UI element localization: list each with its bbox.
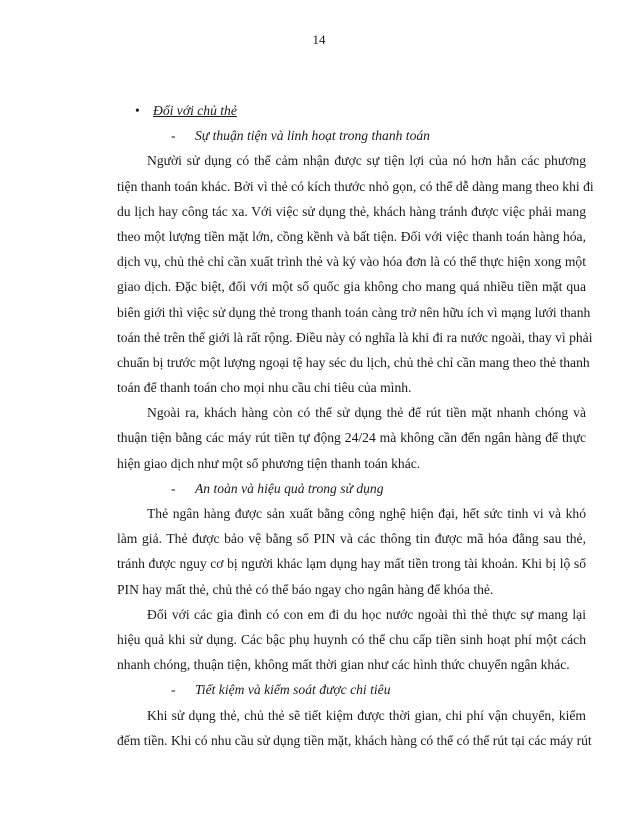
paragraph-line: tiện thanh toán khác. Bởi vì thẻ có kích thước nhỏ gọn, có thể dễ dàng mang theo khi đi — [117, 178, 594, 194]
dash-icon: - — [171, 128, 176, 144]
paragraph-line: du lịch hay công tác xa. Với việc sử dụng thẻ, khách hàng tránh được việc phải mang — [117, 203, 586, 219]
bullet-icon: • — [135, 103, 140, 118]
page-body — [117, 98, 594, 753]
paragraph-line: Người sử dụng có thể cảm nhận được sự tiện lợi của nó hơn hẳn các phương — [147, 153, 586, 169]
paragraph-line: biên giới thì việc sử dụng thẻ trong thanh toán càng trở nên hữu ích vì mạng lưới thanh — [117, 304, 591, 320]
paragraph-line: chuẩn bị trước một lượng ngoại tệ hay séc du lịch, chủ thẻ chỉ cần mang theo thẻ thanh — [117, 354, 590, 370]
page-number: 14 — [312, 32, 326, 47]
paragraph-line: Khi sử dụng thẻ, chủ thẻ sẽ tiết kiệm được thời gian, chi phí vận chuyển, kiểm — [147, 707, 586, 723]
paragraph-line: toán thẻ trên thế giới là rất rộng. Điều này có nghĩa là khi đi ra nước ngoài, thay vì phải — [117, 329, 593, 345]
paragraph-line: hiện giao dịch như một số phương tiện thanh toán khác. — [117, 455, 421, 471]
dash-icon: - — [171, 480, 176, 496]
subsection-heading — [117, 476, 586, 501]
subsection-heading — [117, 123, 586, 148]
subsection-title: Sự thuận tiện và linh hoạt trong thanh toán — [195, 128, 430, 144]
paragraph-line: dịch vụ, chủ thẻ chỉ cần xuất trình thẻ và ký vào hóa đơn là có thể thực hiện xong một — [117, 254, 586, 270]
section-heading — [117, 98, 586, 123]
paragraph-line: tránh được nguy cơ bị người khác lạm dụng hay mất tiền trong tài khoản. Khi bị lộ số — [117, 556, 586, 572]
section-title: Đối với chủ thẻ — [153, 103, 237, 118]
subsection-title: An toàn và hiệu quả trong sử dụng — [195, 480, 384, 496]
paragraph-line: nhanh chóng, thuận tiện, không mất thời gian như các hình thức chuyển ngân khác. — [117, 657, 570, 673]
paragraph-line: toán để thanh toán cho mọi nhu cầu chi tiêu của mình. — [117, 380, 412, 396]
paragraph-line: đếm tiền. Khi có nhu cầu sử dụng tiền mặt, khách hàng có thể có thể rút tại các máy rút — [117, 732, 592, 748]
subsection-title: Tiết kiệm và kiểm soát được chi tiêu — [195, 682, 391, 698]
paragraph-line: theo một lượng tiền mặt lớn, cồng kềnh và bất tiện. Đối với việc thanh toán hàng hóa, — [117, 228, 586, 244]
paragraph-line: hiệu quả khi sử dụng. Các bậc phụ huynh có thể chu cấp tiền sinh hoạt phí một cách — [117, 631, 586, 647]
paragraph-line: làm giả. Thẻ được bảo vệ bằng số PIN và các thông tin được mã hóa đằng sau thẻ, — [117, 531, 586, 547]
paragraph-line: giao dịch. Đặc biệt, đối với một số quốc gia không cho mang quá nhiều tiền mặt qua — [117, 279, 586, 295]
subsection-heading — [117, 677, 586, 702]
paragraph-line: thuận tiện bằng các máy rút tiền tự động 24/24 mà không cần đến ngân hàng để thực — [117, 430, 586, 446]
paragraph-line: Đối với các gia đình có con em đi du học nước ngoài thì thẻ thực sự mang lại — [147, 606, 586, 622]
dash-icon: - — [171, 682, 176, 698]
paragraph-line: Thẻ ngân hàng được sản xuất bằng công nghệ hiện đại, hết sức tinh vi và khó — [147, 506, 586, 521]
paragraph-line: Ngoài ra, khách hàng còn có thể sử dụng thẻ để rút tiền mặt nhanh chóng và — [147, 405, 586, 421]
paragraph-line: PIN hay mất thẻ, chủ thẻ có thể báo ngay cho ngân hàng để khóa thẻ. — [117, 581, 494, 597]
